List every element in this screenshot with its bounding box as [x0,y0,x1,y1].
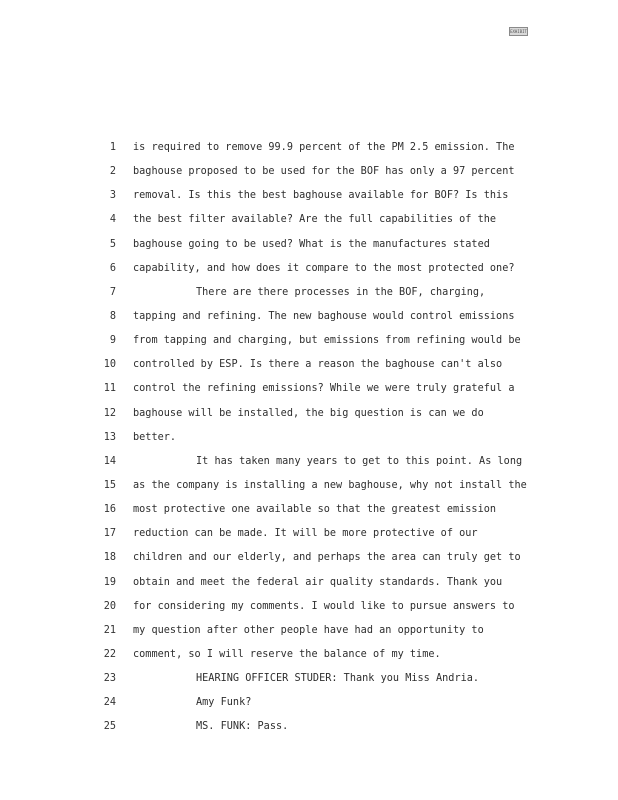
line-text: comment, so I will reserve the balance of my time. [133,648,441,660]
line-number: 14 [103,455,116,467]
line-text: control the refining emissions? While we were truly grateful a [133,383,515,395]
line-text: tapping and refining. The new baghouse would control emissions [133,310,515,322]
transcript-line [0,259,618,283]
line-number: 5 [109,238,116,250]
line-number: 22 [103,648,116,660]
line-number: 16 [103,504,116,516]
line-number: 9 [109,335,116,347]
transcript-line [0,138,618,162]
line-text: for considering my comments. I would like to pursue answers to [133,600,515,612]
transcript-line [0,210,618,234]
line-number: 23 [103,673,116,685]
line-text: is required to remove 99.9 percent of the PM 2.5 emission. The [133,142,515,153]
transcript-line [0,693,618,717]
transcript-line [0,645,618,669]
line-number: 10 [103,359,116,371]
line-text: Amy Funk? [196,697,252,709]
line-number: 11 [103,383,116,395]
transcript-line [0,331,618,355]
line-text: removal. Is this the best baghouse available for BOF? Is this [133,190,509,202]
line-number: 18 [103,552,116,564]
transcript-body [0,138,618,742]
line-text: baghouse going to be used? What is the manufactures stated [133,238,490,250]
line-number: 1 [109,142,116,153]
transcript-line [0,476,618,500]
line-text: capability, and how does it compare to the most protected one? [133,262,515,274]
line-text: MS. FUNK: Pass. [196,721,289,733]
transcript-line [0,379,618,403]
line-text: children and our elderly, and perhaps the area can truly get to [133,552,521,564]
line-number: 7 [109,286,116,298]
transcript-line [0,524,618,548]
transcript-line [0,597,618,621]
line-text: baghouse proposed to be used for the BOF has only a 97 percent [133,166,515,178]
transcript-line [0,621,618,645]
line-text: reduction can be made. It will be more protective of our [133,528,478,540]
line-text: controlled by ESP. Is there a reason the baghouse can't also [133,359,503,371]
line-number: 6 [109,262,116,274]
line-text: as the company is installing a new baghouse, why not install the [133,479,527,491]
transcript-line [0,428,618,452]
line-number: 4 [109,214,116,226]
line-number: 3 [109,190,116,202]
line-number: 19 [103,576,116,588]
transcript-line [0,548,618,572]
transcript-line [0,355,618,379]
line-number: 17 [103,528,116,540]
line-number: 21 [103,624,116,636]
page-stamp: EXHIBIT [510,29,527,34]
transcript-line [0,669,618,693]
transcript-line [0,573,618,597]
line-text: HEARING OFFICER STUDER: Thank you Miss Andria. [196,673,480,685]
line-text: better. [133,431,177,443]
line-text: from tapping and charging, but emissions from refining would be [133,335,521,347]
line-number: 12 [103,407,116,419]
line-number: 15 [103,479,116,491]
transcript-line [0,186,618,210]
line-text: It has taken many years to get to this point. As long [196,455,523,467]
transcript-line [0,283,618,307]
line-text: my question after other people have had an opportunity to [133,624,484,636]
transcript-line [0,404,618,428]
line-number: 13 [103,431,116,443]
line-number: 25 [103,721,116,733]
transcript-line [0,500,618,524]
transcript-line [0,162,618,186]
line-text: most protective one available so that the greatest emission [133,504,497,516]
line-text: the best filter available? Are the full capabilities of the [133,214,497,226]
line-number: 24 [103,697,116,709]
transcript-line [0,307,618,331]
line-number: 2 [109,166,116,178]
transcript-line [0,235,618,259]
line-number: 20 [103,600,116,612]
line-number: 8 [109,310,116,322]
line-text: baghouse will be installed, the big question is can we do [133,407,484,419]
line-text: There are there processes in the BOF, charging, [196,286,486,298]
transcript-line [0,717,618,741]
line-text: obtain and meet the federal air quality standards. Thank you [133,576,503,588]
transcript-line [0,452,618,476]
